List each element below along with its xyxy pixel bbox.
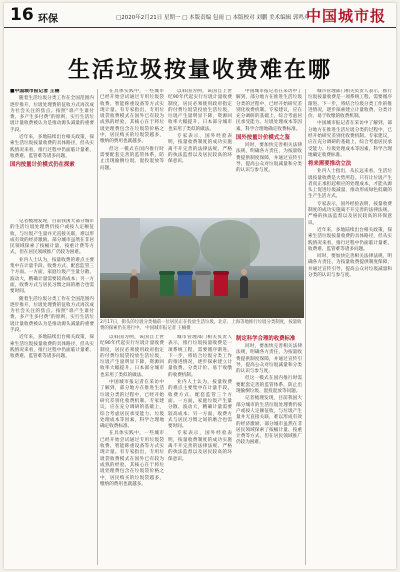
article-column-1 (10, 89, 94, 217)
article-column-3 (168, 89, 232, 215)
paragraph: 随着生活垃圾分类工作在全国范围内逐步推开，垃圾处理费的征收方式再次成为社会关注的焦点。按照“谁产生谁付费、多产生多付费”的原则，实行生活垃圾计量收费被认为是推动源头减量的重要手段。 (10, 96, 94, 133)
paragraph: 随着生活垃圾分类工作在全国范围内逐步推开，垃圾处理费的征收方式再次成为社会关注的焦点。按照“谁产生谁付费、多产生多付费”的原则，实行生活垃圾计量收费被认为是推动源头减量的重要手段。 (10, 296, 94, 334)
garbage-bin-icon (214, 274, 228, 296)
newspaper-page (4, 3, 396, 569)
page-header (4, 3, 396, 28)
news-photo (100, 218, 304, 318)
tree-shape (140, 226, 200, 276)
paragraph: 城市管理部门相关负责人表示，推行垃圾按量收费是一项系统工程，需要循序渐进。下一步，将结合垃圾分类工作的推进情况，逐步探索建立计量收费、分类计价、易于收缴的收费机制。 (168, 335, 232, 378)
article-column-2b (100, 335, 164, 565)
person-figure (240, 276, 248, 298)
building-shape (100, 218, 140, 273)
person-figure (130, 276, 138, 298)
subhead: 国外按量计价模式之鉴 (236, 135, 290, 142)
paragraph: 近年来，多地陆续出台相关政策，探索生活垃圾按量收费的具体路径，但从实践情况来看，推行过程中仍面临计量难、收费难、监管难等诸多问题。 (10, 335, 94, 360)
article-byline: ■中国城市报记者 王楠 (10, 89, 60, 94)
tree-shape (200, 220, 260, 270)
article-column-2 (100, 89, 164, 215)
garbage-bin-icon (196, 274, 210, 296)
column-divider (97, 89, 98, 565)
subhead: 国内按量计价模式仍在探索 (10, 162, 75, 169)
article-column-4b (236, 335, 302, 565)
paragraph: 中国城市报记者在采访中了解到，部分地方在推进生活垃圾分类的过程中，已经开始研究差别化收费机制。专家建议，应在充分调研的基础上，综合考虑居民承受能力、垃圾处理成本等因素，科学合理地确定收费标准。 (308, 121, 392, 158)
article-column-3b (168, 335, 232, 565)
column-divider (305, 89, 306, 565)
paragraph: 在具体实践中，一些城市已经开始尝试通过专用垃圾袋收费、智能称重设备等方式实现计量。有专家指出，专用垃圾袋收费模式在国外已有较为成熟的经验，其核心在于将垃圾处理费包含在垃圾袋价格之中，居民购买的垃圾袋越多，缴纳的费用也就越多。 (100, 431, 164, 487)
article-headline: 生活垃圾按量收费难在哪 (67, 58, 332, 83)
section-name: 环保 (38, 14, 58, 25)
garbage-bin-icon (178, 274, 192, 296)
paragraph: 近年来，多地陆续出台相关政策，探索生活垃圾按量收费的具体路径，但从实践情况来看，推行过程中仍面临计量难、收费难、监管难等诸多问题。 (10, 135, 94, 159)
article-column-1b (10, 219, 94, 563)
paragraph: 同时，要加快完善相关法律法规，明确各方责任，为按量收费提供制度保障，并通过宣传引导，提高公众对垃圾减量和分类的认识与参与度。 (308, 254, 392, 279)
paragraph: 专家表示，国外经验表明，按量收费制度的成功实施离不开完善的法律法规、严格的执法监督以及居民较高的环保意识。 (168, 431, 232, 462)
paragraph: 记者梳理发现，目前我国大部分城市的生活垃圾处理费仍按户或按人定额征收，与垃圾产生量并无直接关联，难以形成有效的经济激励。部分城市虽然在非居民领域探索了按桶计量、按重计费等方式，但在居民领域推广仍较为困难。 (10, 219, 94, 256)
header-meta: □2020年2月21日 星期一 □ 本版责编 包雨 □ 本版校对 刘鹏 美术编辑 郭鸣舟 (116, 15, 310, 21)
paragraph: 业内人士指出，从长远来看，生活垃圾按量收费是大势所趋。只有让垃圾产生者真正承担起相应的处理成本，才能从源头上促进垃圾减量，推动形成绿色低碳的生产生活方式。 (308, 169, 392, 200)
paragraph: 专家表示，国外经验表明，按量收费制度的成功实施离不开完善的法律法规、严格的执法监督以及居民较高的环保意识。 (168, 134, 232, 165)
paragraph: 记者梳理发现，目前我国大部分城市的生活垃圾处理费仍按户或按人定额征收，与垃圾产生量并无直接关联，难以形成有效的经济激励。部分城市虽然在非居民领域探索了按桶计量、按重计费等方式，但在居民领域推广仍较为困难。 (236, 396, 302, 446)
paragraph: 同时，要加快完善相关法律法规，明确各方责任，为按量收费提供制度保障，并通过宣传引导，提高公众对垃圾减量和分类的认识与参与度。 (236, 344, 302, 375)
subhead: 将来需要推动立法 (308, 161, 352, 168)
paragraph: 中国城市报记者在采访中了解到，部分地方在推进生活垃圾分类的过程中，已经开始研究差别化收费机制。专家建议，应在充分调研的基础上，综合考虑居民承受能力、垃圾处理成本等因素，科学合理地确定收费标准。 (100, 380, 164, 430)
paragraph: 中国城市报记者在采访中了解到，部分地方在推进生活垃圾分类的过程中，已经开始研究差别化收费机制。专家建议，应在充分调研的基础上，综合考虑居民承受能力、垃圾处理成本等因素，科学合理地确定收费标准。 (236, 89, 302, 132)
garbage-bin-icon (160, 274, 174, 296)
paragraph: 业内人士认为，按量收费的难点主要集中在计量手段、收费方式、配套监管三个方面。一方面，家庭垃圾产生量分散、波动大，精确计量需要较高成本；另一方面，收费方式与居民习惯之间的磨合也需要时间。 (10, 257, 94, 295)
paragraph: 城市管理部门相关负责人表示，推行垃圾按量收费是一项系统工程，需要循序渐进。下一步，将结合垃圾分类工作的推进情况，逐步探索建立计量收费、分类计价、易于收缴的收费机制。 (308, 89, 392, 120)
photo-caption: 2月17日，街头的垃圾分类桶前一位居民正在投放生活垃圾。北京、上海等地推行垃圾分类制度，按量收费的探索仍在进行中。 中国城市报记者 王楠摄 (100, 320, 302, 331)
article-column-4 (236, 89, 302, 215)
paragraph: 同时，要加快完善相关法律法规，明确各方责任，为按量收费提供制度保障，并通过宣传引导，提高公众对垃圾减量和分类的认识与参与度。 (236, 143, 302, 174)
paragraph: 专家表示，国外经验表明，按量收费制度的成功实施离不开完善的法律法规、严格的执法监督以及居民较高的环保意识。 (308, 201, 392, 226)
paragraph: 业内人士认为，按量收费的难点主要集中在计量手段、收费方式、配套监管三个方面。一方面，家庭垃圾产生量分散、波动大，精确计量需要较高成本；另一方面，收费方式与居民习惯之间的磨合也需要时间。 (168, 380, 232, 430)
masthead-logo: 中国城市报 (305, 7, 386, 25)
paragraph: 近年来，多地陆续出台相关政策，探索生活垃圾按量收费的具体路径，但从实践情况来看，推行过程中仍面临计量难、收费难、监管难等诸多问题。 (308, 227, 392, 252)
paragraph: 但这一模式在国内推行时需要配套完善的监管体系，防止出现偷倒垃圾、混投混放等问题。 (100, 146, 164, 171)
paragraph: 以韩国为例，该国自上世纪90年代起实行垃圾计量收费制度，居民必须使用政府指定的付费垃圾袋投放生活垃圾，垃圾产生量明显下降，资源回收率大幅提升。日本部分城市也采用了类似的做法。 (168, 89, 232, 132)
paragraph: 在具体实践中，一些城市已经开始尝试通过专用垃圾袋收费、智能称重设备等方式实现计量。有专家指出，专用垃圾袋收费模式在国外已有较为成熟的经验，其核心在于将垃圾处理费包含在垃圾袋价格之中，居民购买的垃圾袋越多，缴纳的费用也就越多。 (100, 89, 164, 145)
page-number: 16 (10, 5, 34, 25)
article-column-5 (308, 89, 392, 565)
paragraph: 但这一模式在国内推行时需要配套完善的监管体系，防止出现偷倒垃圾、混投混放等问题。 (236, 376, 302, 395)
paragraph: 以韩国为例，该国自上世纪90年代起实行垃圾计量收费制度，居民必须使用政府指定的付费垃圾袋投放生活垃圾，垃圾产生量明显下降，资源回收率大幅提升。日本部分城市也采用了类似的做法。 (100, 335, 164, 378)
subhead: 制定科学合理的收费标准 (236, 336, 296, 342)
